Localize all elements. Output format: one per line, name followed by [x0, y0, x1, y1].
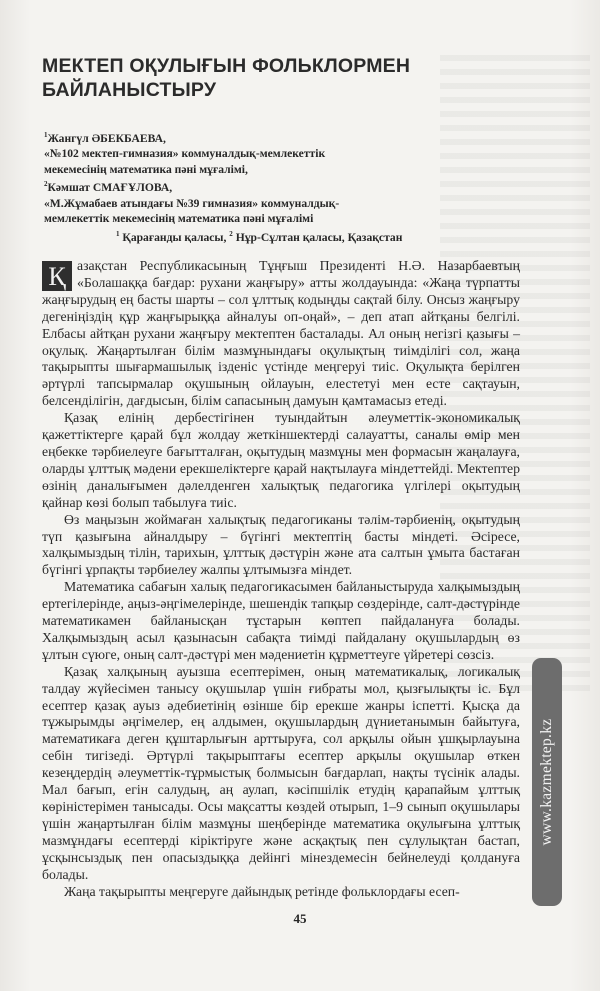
author-1-affiliation-2: мекемесінің математика пәні мұғалімі, [44, 162, 248, 176]
author-2-affiliation-2: мемлекеттік мекемесінің математика пәні мұғалімі [44, 212, 314, 226]
page-number: 45 [293, 911, 307, 926]
paragraph-1: Қ азақстан Республикасының Тұңғыш Президенті Н.Ә. Назарбаевтың «Болашаққа бағдар: рухани жаңғыру» атты жолдауында: «Жаңа түрпатты жаңғырудың ең басты шарты – сол ұлттық кодыңды сақтай білу. Онсыз жаңғыру дегеніңіздің құр жаңғырыққа айналуы оп-оңай», – деп атап айтқаны белгілі. Елбасы айтқан рухани жаңғыру мектептен басталады. Ал оның негізгі қазығы – оқулық. Жаңартылған білім мазмұнындағы оқулықтың тиімділігі сол, жаңа тақырыпты шығармашылық ізденіс үстінде меңгеруі тиіс. Оқулықта берілген әртүрлі тапсырмалар оқушының ойлауын, елестетуі мен есте сақтауын, белсенділігін, дағдысын, білім сапасының дамуын қамтамасыз етеді. [42, 258, 520, 409]
author-block [44, 128, 444, 245]
author-1-name: $^1$Жангүл ӘБЕКБАЕВА, [44, 131, 166, 145]
author-1-affiliation-1: «№102 мектеп-гимназия» коммуналдық-мемлекеттік [44, 147, 326, 161]
author-2-name: $^2$Кәмшат СМАҒҰЛОВА, [44, 180, 173, 195]
website-url: www.kazmektep.kz [538, 718, 555, 846]
paragraph-2: Қазақ елінің дербестігінен туындайтын әлеуметтік-экономикалық қажеттіктерге қарай бұл жолдау жеткіншектерді салауатты, саналы өмір мен еңбекке тәрбиелеуге бағытталған, оқытудың мазмұны мен формасын жаңалауға, оларды ұлттық мәдени ерекшеліктерге қарай нақтылауға міндеттейді. Мектептер өзінің даналығымен дәлелденген халықтық педагогика үлгілері оқытудың қайнар көзі болып табылуға тиіс. [42, 410, 520, 510]
drop-cap: Қ [42, 261, 72, 291]
author-cities: $^1$ Қарағанды қаласы, $^2$ Нұр-Сұлтан қаласы, Қазақстан [116, 229, 403, 244]
article-body [42, 258, 520, 900]
paragraph-3: Өз маңызын жоймаған халықтық педагогиканы тәлім-тәрбиенің, оқытудың түп қазығына айналдыру – бүгінгі мектептің басты міндеті. Әсіресе, халқымыздың тілін, тарихын, ұлттық дәстүрін және ата салтын ұмыта бастаған бүгінгі ұрпақты тәрбиелеу жалпы ұлтымызға міндет. [42, 511, 520, 578]
title-line-2: БАЙЛАНЫСТЫРУ [42, 79, 217, 101]
article-title [42, 54, 462, 102]
title-line-1: МЕКТЕП ОҚУЛЫҒЫН ФОЛЬКЛОРМЕН [42, 55, 411, 77]
author-2-affiliation-1: «М.Жұмабаев атындағы №39 гимназия» коммуналдық- [44, 196, 340, 210]
website-side-tab [532, 658, 562, 906]
paragraph-6: Жаңа тақырыпты меңгеруге дайындық ретінде фольклордағы есеп- [64, 883, 460, 899]
paragraph-4: Математика сабағын халық педагогикасымен байланыстыруда халқымыздың ертегілерінде, аңыз-әңгімелерінде, шешендік тапқыр сөздерінде, салт-дәстүрінде математикамен байланысқан тұстарын көптеп пайдалануға болады. Халқымыздың асыл қазынасын сабақта тиімді пайдалану оқушылардың өз ұлтын сүюге, оның салт-дәстүрі мен мәдениетін құрметтеуге үйретері сөзсіз. [42, 579, 520, 662]
paragraph-5: Қазақ халқының ауызша есептерімен, оның математикалық, логикалық талдау жүйесімен танысу оқушылар үшін ғибраты мол, қызғылықты іс. Бұл есептер қазақ ауыз әдебиетінің өзінше бір ерекше жанры іспетті. Қысқа да тұжырымды әңгімелер, ең алдымен, оқушылардың дүниетанымын байытуға, математикаға деген құштарлығын арттыруға, сол арқылы ойын ұшқырлауына себін тигізеді. Әртүрлі тақырыптағы есептер арқылы оқушылар өткен кезеңдердің әлеуметтік-тұрмыстық болмысын бағдарлап, нақты түсінік алады. Мал бағып, егін салудың, аң аулап, кәсіпшілік етудің қарапайым ұлттық көріністерімен танысады. Осы мақсатты көздей отырып, 1–9 сынып оқушылары үшін жаңартылған білім мазмұны шеңберінде математика оқулығына ұлттық мазмұндағы есептерді кіріктіруге және асқақтық пен сұлулықтан бастап, ұсқынсыздық пен опасыздыққа дейінгі мінездемесін бейнелеуді қолдануға болады. [42, 663, 520, 882]
